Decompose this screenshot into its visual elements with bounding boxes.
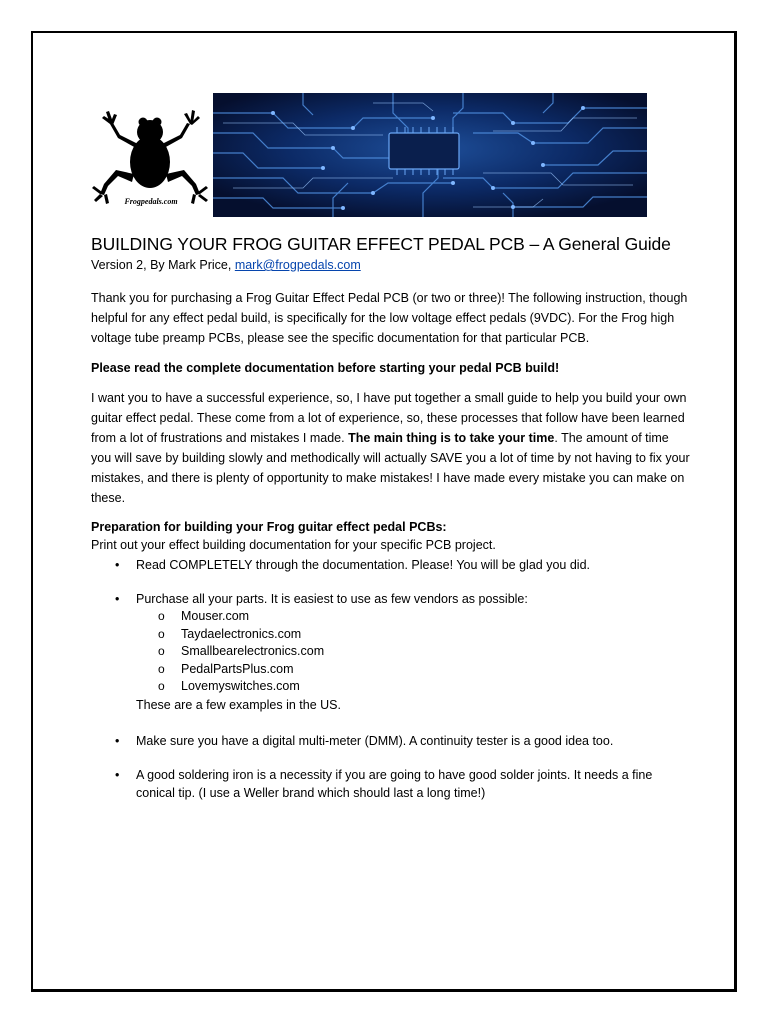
list-item [91,766,691,802]
document-title: BUILDING YOUR FROG GUITAR EFFECT PEDAL PCB – A General Guide [91,234,671,254]
vendor-item [136,643,691,661]
vendor-name: PedalPartsPlus.com [181,661,294,676]
circle-bullet-icon: o [158,626,165,641]
experience-emphasis: The main thing is to take your time [348,431,555,445]
circle-bullet-icon: o [158,679,165,694]
vendor-item [136,608,691,626]
list-item [91,556,691,574]
intro-paragraph: Thank you for purchasing a Frog Guitar Effect Pedal PCB (or two or three)! The following instruction, though helpful for any effect pedal build, is specifically for the low voltage effect pedals (9VDC). For the Frog high voltage tube preamp PCBs, please see the specific documentation for that particular PCB. [91,291,688,345]
bullet-icon: • [115,733,120,748]
warning-paragraph: Please read the complete documentation before starting your pedal PCB build! [91,361,560,375]
bullet-icon: • [115,558,120,572]
logo-caption: Frogpedals.com [124,197,178,206]
list-item [91,590,691,714]
vendor-item [136,678,691,696]
byline-text: Version 2, By Mark Price, [91,258,235,272]
bullet-icon: • [115,592,120,606]
list-item-text: Read COMPLETELY through the documentation. Please! You will be glad you did. [136,558,590,572]
list-item-text: Purchase all your parts. It is easiest to use as few vendors as possible: [136,592,528,606]
document-content [91,232,691,818]
vendor-name: Mouser.com [181,609,250,623]
vendor-item [136,626,691,644]
author-email-link[interactable]: mark@frogpedals.com [234,258,361,272]
vendor-name: Smallbearelectronics.com [181,644,325,659]
circle-bullet-icon: o [158,609,165,623]
experience-paragraph [91,388,691,508]
preparation-heading: Preparation for building your Frog guitar effect pedal PCBs: [91,520,447,534]
list-item-text: A good soldering iron is a necessity if you are going to have good solder joints. It needs a fine conical tip. (I use a Weller brand which should last a long time!) [136,767,653,800]
frogpedals-logo [88,104,214,208]
experience-text-b: . The amount of time you will save by building slowly and methodically will actually SAVE you a lot of time by not having to fix your mistakes, and there is plenty of opportunity to make mistakes! I have made every mistake you can make on these. [91,431,690,505]
experience-text-a: I want you to have a successful experience, so, I have put together a small guide to help you build your own guitar effect pedal. These come from a lot of experience, so, these processes that follow have been learned from a lot of frustrations and mistakes I made. [91,391,687,445]
byline [91,256,691,274]
circle-bullet-icon: o [158,644,165,659]
vendor-name: Taydaelectronics.com [181,626,302,641]
vendors-note: These are a few examples in the US. [136,697,341,712]
list-item-text: Make sure you have a digital multi-meter (DMM). A continuity tester is a good idea too. [136,733,614,748]
preparation-list [91,556,691,802]
preparation-subtext: Print out your effect building documentation for your specific PCB project. [91,538,496,552]
bullet-icon: • [115,767,120,782]
circuit-board-banner-image [213,93,647,217]
vendor-item [136,661,691,679]
circle-bullet-icon: o [158,661,165,676]
vendor-name: Lovemyswitches.com [181,679,300,694]
vendor-list [136,608,691,696]
list-item [91,732,691,750]
